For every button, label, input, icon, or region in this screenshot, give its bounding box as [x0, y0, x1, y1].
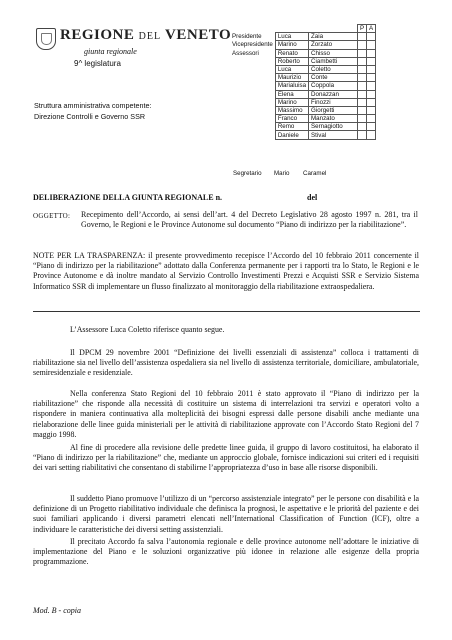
absent-checkbox[interactable]	[367, 90, 376, 98]
absent-checkbox[interactable]	[367, 131, 376, 139]
legislatura-label: 9^ legislatura	[74, 59, 121, 68]
member-role: Assessori	[232, 49, 259, 57]
absent-checkbox[interactable]	[367, 74, 376, 82]
struttura-label: Struttura amministrativa competente:	[34, 101, 152, 110]
struttura-value: Direzione Controlli e Governo SSR	[34, 112, 146, 121]
absent-checkbox[interactable]	[367, 65, 376, 73]
oggetto-text: Recepimento dell’Accordo, ai sensi dell’art. 4 del Decreto Legislativo 28 agosto 1997 n. 281, tra il Governo, le Regioni e le Province Autonome sul documento “Piano di indirizzo per la riabilitazione”.	[81, 210, 418, 229]
absent-checkbox[interactable]	[367, 82, 376, 90]
absent-checkbox[interactable]	[367, 106, 376, 114]
body-paragraph-1: L’Assessore Luca Coletto riferisce quanto segue.	[70, 325, 225, 334]
attendance-header-row	[230, 25, 376, 33]
member-last-name: Conte	[309, 74, 358, 82]
attendance-row	[230, 131, 376, 139]
present-checkbox[interactable]	[358, 74, 367, 82]
regione-veneto-crest-icon	[36, 28, 56, 50]
member-last-name: Stival	[309, 131, 358, 139]
member-role	[230, 82, 275, 90]
member-last-name: Finozzi	[309, 98, 358, 106]
attendance-row	[230, 49, 376, 57]
present-checkbox[interactable]	[358, 115, 367, 123]
member-first-name: Marino	[275, 41, 308, 49]
member-first-name: Luca	[275, 33, 308, 41]
deliberazione-del: del	[307, 193, 318, 202]
present-checkbox[interactable]	[358, 41, 367, 49]
body-paragraph-3: Nella conferenza Stato Regioni del 10 febbraio 2011 è stato approvato il “Piano di indirizzo per la riabilitazione” che risponde alla necessità di costituire un sistema di interrelazioni tra servizi e operatori volto a rispondere in maniera continuativa alla molteplicità dei bisogni espressi dalle persone disabili anche mediante una rielaborazione delle linee guida ministeriali per le attività di riabilitazione approvate con l’Accordo Stato Regioni del 7 maggio 1998.	[33, 389, 419, 439]
member-last-name: Manzato	[309, 115, 358, 123]
attendance-row	[230, 98, 376, 106]
member-role: Presidente	[232, 33, 262, 41]
attendance-row	[230, 82, 376, 90]
present-checkbox[interactable]	[358, 123, 367, 131]
member-role: Vicepresidente	[232, 41, 273, 49]
body-paragraph-4: Al fine di procedere alla revisione delle predette linee guida, il gruppo di lavoro costituitosi, ha elaborato il “Piano di indirizzo per la riabilitazione” che, mediante un approccio globale, fornisce indicazioni sui criteri ed i requisiti dei vari setting riabilitativi che consentano di stabilirne l’appropriatezza d’uso in base alle risorse disponibili.	[33, 443, 419, 473]
segretario-row	[233, 170, 326, 177]
member-first-name: Marialuisa	[275, 82, 308, 90]
segretario-role: Segretario	[233, 170, 262, 177]
member-first-name: Maurizio	[275, 74, 308, 82]
absent-column-header: A	[367, 25, 376, 33]
member-last-name: Ciambetti	[309, 57, 358, 65]
member-last-name: Coletto	[309, 65, 358, 73]
member-last-name: Zorzato	[309, 41, 358, 49]
attendance-row	[230, 33, 376, 41]
brand-main: REGIONE	[60, 27, 135, 43]
brand-title	[60, 27, 231, 44]
segretario-first-name: Mario	[274, 170, 290, 177]
present-checkbox[interactable]	[358, 90, 367, 98]
note-trasparenza-text: il presente provvedimento recepisce l’Accordo del 10 febbraio 2011 concernente il “Piano di indirizzo per la riabilitazione” adottato dalla Conferenza permanente per i rapporti tra lo Stato, le Regioni e le Province Autonome e dà inoltre mandato al Servizio Controllo Investimenti Prezzi e Acquisti SSR e Servizio Sistema Informatico SSR di implementare un flusso finalizzato al monitoraggio della riabilitazione extraospedaliera.	[33, 251, 420, 291]
member-first-name: Luca	[275, 65, 308, 73]
attendance-row	[230, 74, 376, 82]
note-trasparenza-label: NOTE PER LA TRASPARENZA:	[33, 251, 146, 260]
present-checkbox[interactable]	[358, 65, 367, 73]
member-last-name: Zaia	[309, 33, 358, 41]
member-first-name: Massimo	[275, 106, 308, 114]
member-last-name: Donazzan	[309, 90, 358, 98]
member-last-name: Chisso	[309, 49, 358, 57]
body-paragraph-6: Il precitato Accordo fa salva l’autonomia regionale e delle province autonome nell’adottare le iniziative di implementazione del Piano e le soluzioni organizzative più idonee in relazione alle esigenze della propria programmazione.	[33, 537, 419, 567]
attendance-table	[230, 24, 376, 140]
segretario-last-name: Caramel	[303, 170, 327, 177]
member-first-name: Remo	[275, 123, 308, 131]
body-paragraph-5: Il suddetto Piano promuove l’utilizzo di un “percorso assistenziale integrato” per le persone con disabilità e la definizione di un Progetto riabilitativo individuale che definisca la prognosi, le aspettative e le priorità del paziente e dei suoi familiari applicando i diversi parametri elencati nell’International Classification of Function (ICF), oltre a individuare le caratteristiche dei diversi setting assistenziali.	[33, 494, 419, 534]
absent-checkbox[interactable]	[367, 115, 376, 123]
present-column-header: P	[358, 25, 367, 33]
absent-checkbox[interactable]	[367, 49, 376, 57]
member-role	[230, 123, 275, 131]
member-role	[230, 65, 275, 73]
oggetto-label: OGGETTO:	[33, 212, 71, 220]
absent-checkbox[interactable]	[367, 41, 376, 49]
attendance-row	[230, 65, 376, 73]
member-first-name: Elena	[275, 90, 308, 98]
member-first-name: Renato	[275, 49, 308, 57]
section-divider	[33, 311, 420, 312]
member-first-name: Roberto	[275, 57, 308, 65]
present-checkbox[interactable]	[358, 33, 367, 41]
absent-checkbox[interactable]	[367, 33, 376, 41]
member-role	[230, 106, 275, 114]
absent-checkbox[interactable]	[367, 123, 376, 131]
member-last-name: Sernagiotto	[309, 123, 358, 131]
member-last-name: Coppola	[309, 82, 358, 90]
member-role	[230, 98, 275, 106]
attendance-row	[230, 106, 376, 114]
present-checkbox[interactable]	[358, 98, 367, 106]
deliberazione-title: DELIBERAZIONE DELLA GIUNTA REGIONALE n.	[33, 193, 223, 202]
present-checkbox[interactable]	[358, 57, 367, 65]
member-role	[230, 57, 275, 65]
member-first-name: Franco	[275, 115, 308, 123]
present-checkbox[interactable]	[358, 49, 367, 57]
attendance-row	[230, 123, 376, 131]
absent-checkbox[interactable]	[367, 98, 376, 106]
note-trasparenza	[33, 251, 419, 292]
absent-checkbox[interactable]	[367, 57, 376, 65]
brand-end: VENETO	[165, 27, 232, 43]
footer-mod-label: Mod. B - copia	[33, 606, 81, 615]
present-checkbox[interactable]	[358, 106, 367, 114]
member-role	[230, 131, 275, 139]
member-role	[230, 74, 275, 82]
present-checkbox[interactable]	[358, 131, 367, 139]
brand-del: DEL	[138, 31, 162, 42]
attendance-row	[230, 115, 376, 123]
member-first-name: Daniele	[275, 131, 308, 139]
member-role	[230, 115, 275, 123]
giunta-regionale-label: giunta regionale	[84, 47, 137, 56]
attendance-row	[230, 90, 376, 98]
present-checkbox[interactable]	[358, 82, 367, 90]
attendance-row	[230, 57, 376, 65]
member-first-name: Marino	[275, 98, 308, 106]
struttura-block	[34, 100, 151, 122]
member-last-name: Giorgetti	[309, 106, 358, 114]
attendance-row	[230, 41, 376, 49]
body-paragraph-2: Il DPCM 29 novembre 2001 “Definizione dei livelli essenziali di assistenza” colloca i trattamenti di riabilitazione sia nel livello dell’assistenza ospedaliera sia nel livello di assistenza territoriale, domiciliare, ambulatoriale, semiresidenziale e residenziale.	[33, 348, 419, 378]
member-role	[230, 90, 275, 98]
